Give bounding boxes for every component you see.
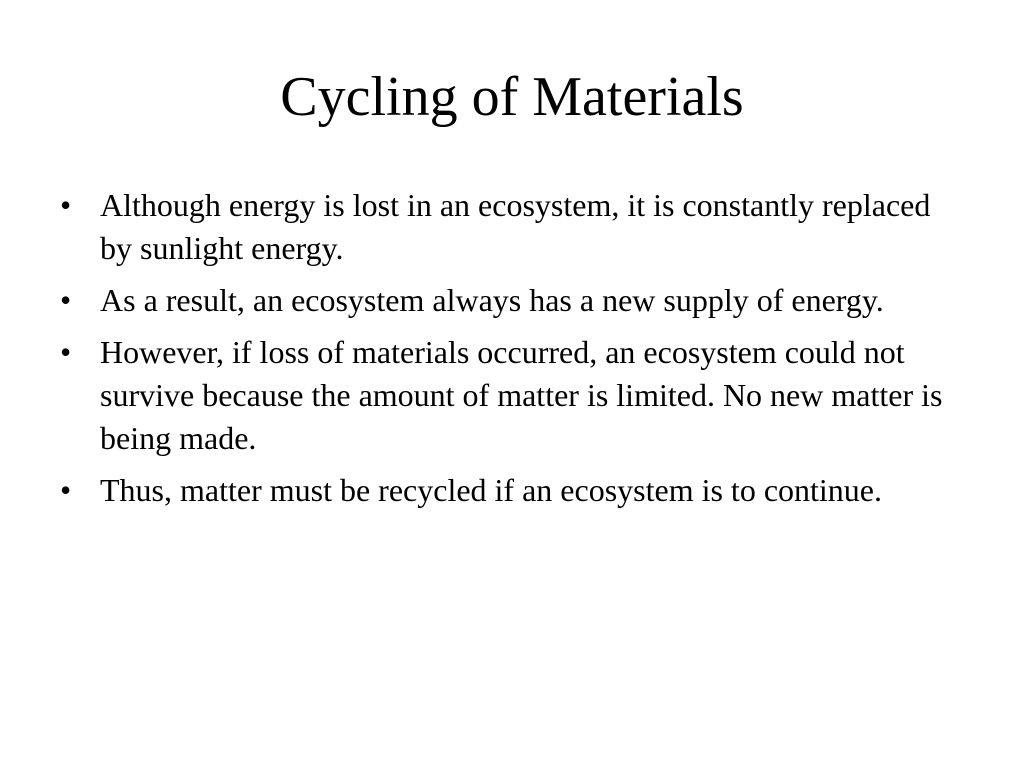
bullet-text: However, if loss of materials occurred, an ecosystem could not survive because the amount of matter is limited. No new matter is being made. [100, 334, 943, 456]
bullet-item [60, 184, 970, 270]
bullet-list [60, 184, 970, 521]
bullet-text: Thus, matter must be recycled if an ecosystem is to continue. [100, 472, 882, 508]
slide-title: Cycling of Materials [280, 66, 744, 128]
bullet-marker: • [60, 472, 72, 508]
bullet-item [60, 331, 970, 460]
bullet-text: As a result, an ecosystem always has a new supply of energy. [100, 282, 884, 318]
bullet-marker: • [60, 282, 72, 318]
bullet-item [60, 279, 970, 322]
bullet-marker: • [60, 187, 72, 223]
bullet-text: Although energy is lost in an ecosystem, it is constantly replaced by sunlight energy. [100, 187, 931, 266]
bullet-marker: • [60, 334, 72, 370]
bullet-item [60, 469, 970, 512]
